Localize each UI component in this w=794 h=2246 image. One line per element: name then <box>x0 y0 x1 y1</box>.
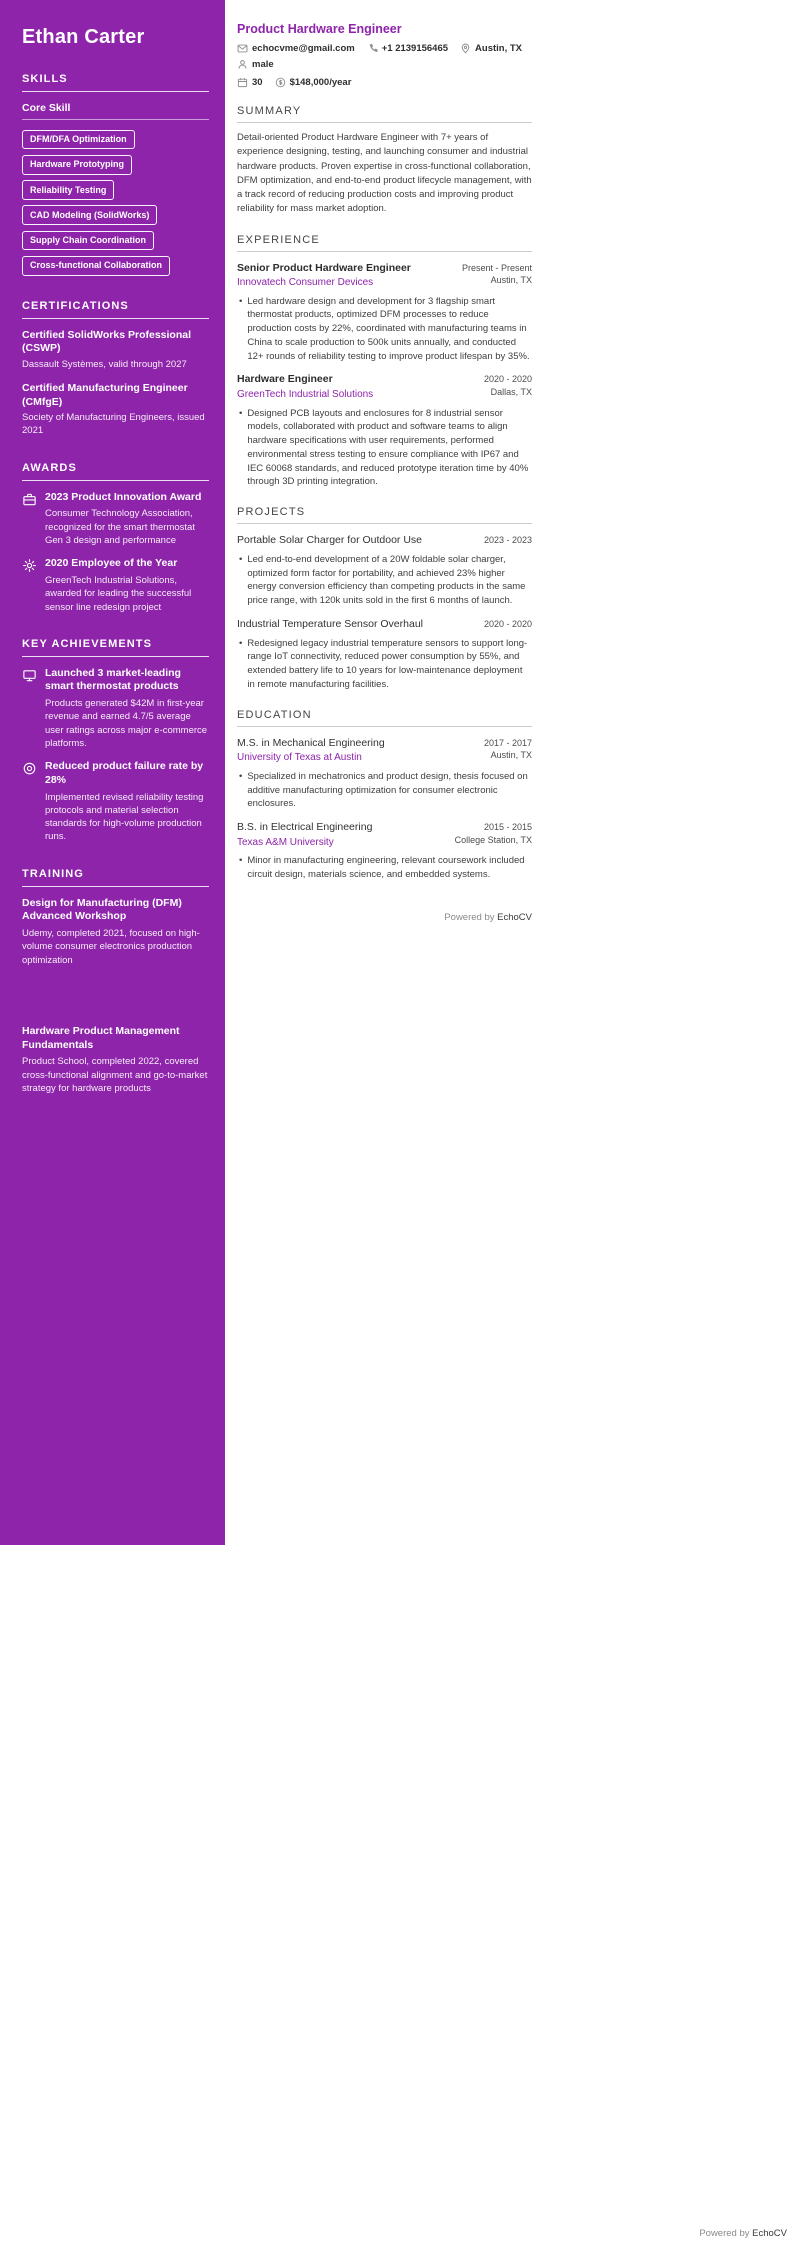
education-dates: 2017 - 2017 <box>483 737 532 748</box>
school-location: Austin, TX <box>490 750 532 761</box>
school-name: University of Texas at Austin <box>237 752 362 764</box>
award-title: 2023 Product Innovation Award <box>45 490 202 503</box>
job-bullet-text: • Designed PCB layouts and enclosures for 8 industrial sensor models, collaborated with product and software teams to align hardware specifications with user requirements, performed environmental stress testing to ensure compliance with IP67 and IEC 60068 standards, and reduced prototype iteration time by 40% through 3D printing integration. <box>247 407 529 488</box>
job-headline: Product Hardware Engineer <box>237 22 402 36</box>
contact-email-value: echocvme@gmail.com <box>252 43 355 54</box>
certification-title: Certified SolidWorks Professional (CSWP) <box>22 328 192 355</box>
skill-badge: DFM/DFA Optimization <box>22 130 135 150</box>
skill-badge-row <box>22 154 209 174</box>
job-bullet-text: • Led hardware design and development for 3 flagship smart thermostat products, optimized DFM processes to reduce production costs by 22%, coordinated with manufacturing teams in China to scale production to 500k units annually, and conducted 12+ rounds of reliability testing to improve product lifespan by 35%. <box>247 295 530 362</box>
training-description: Product School, completed 2022, covered cross-functional alignment and go-to-market strategy for hardware products <box>22 1056 208 1094</box>
email-icon <box>237 43 248 54</box>
education-section <box>237 709 532 882</box>
summary-section <box>237 105 532 217</box>
achievement-item <box>22 667 209 750</box>
project-bullet <box>237 637 532 692</box>
powered-by-label: Powered by <box>699 2228 750 2239</box>
summary-section-header: SUMMARY <box>237 105 532 123</box>
degree-title: B.S. in Electrical Engineering <box>237 821 373 834</box>
contact-phone <box>367 43 448 54</box>
certifications-section-header: CERTIFICATIONS <box>22 300 209 319</box>
skill-badge: CAD Modeling (SolidWorks) <box>22 205 157 225</box>
education-bullet <box>237 854 532 882</box>
job-location: Dallas, TX <box>490 387 532 398</box>
contact-phone-value: +1 2139156465 <box>381 43 449 54</box>
skills-group-label: Core Skill <box>22 102 209 120</box>
project-item <box>237 618 532 692</box>
skill-badge-row <box>22 129 209 149</box>
training-description: Udemy, completed 2021, focused on high-volume consumer electronics production optimization <box>22 928 200 966</box>
education-bullet-text: • Minor in manufacturing engineering, relevant coursework included circuit design, materials science, and embedded systems. <box>247 855 525 880</box>
school-name: Texas A&M University <box>237 836 334 848</box>
powered-by-footer <box>237 912 532 923</box>
contact-gender-value: male <box>252 59 274 70</box>
job-title: Senior Product Hardware Engineer <box>237 261 411 274</box>
gear-icon <box>22 557 37 614</box>
location-pin-icon <box>460 43 471 54</box>
project-title: Portable Solar Charger for Outdoor Use <box>237 534 423 547</box>
certification-title: Certified Manufacturing Engineer (CMfgE) <box>22 381 188 408</box>
presentation-icon <box>22 667 37 750</box>
sidebar <box>0 0 225 1545</box>
job-dates: Present - Present <box>461 262 532 273</box>
achievement-description: Products generated $42M in first-year revenue and earned 4.7/5 average user ratings across major e-commerce platforms. <box>45 698 208 750</box>
training-title: Design for Manufacturing (DFM) Advanced Workshop <box>22 896 182 923</box>
degree-title: M.S. in Mechanical Engineering <box>237 736 385 749</box>
job-title: Hardware Engineer <box>237 373 333 386</box>
entry-company-row <box>237 275 532 290</box>
skill-badge: Hardware Prototyping <box>22 155 132 175</box>
contact-age-value: 30 <box>252 77 263 88</box>
training-title: Hardware Product Management Fundamentals <box>22 1024 180 1051</box>
project-item <box>237 534 532 608</box>
training-item <box>22 1025 209 1095</box>
training-section-header: TRAINING <box>22 868 209 887</box>
skill-badge-row <box>22 205 209 225</box>
contact-age <box>237 77 263 88</box>
education-dates: 2015 - 2015 <box>483 822 532 833</box>
certification-item <box>22 329 209 372</box>
award-title: 2020 Employee of the Year <box>45 557 178 570</box>
entry-header-row <box>237 262 532 276</box>
skills-section-header: SKILLS <box>22 73 209 92</box>
skill-badge-row <box>22 255 209 275</box>
company-name: Innovatech Consumer Devices <box>237 277 374 289</box>
project-bullet <box>237 553 532 608</box>
project-title: Industrial Temperature Sensor Overhaul <box>237 617 423 630</box>
achievement-text <box>45 667 209 750</box>
echocv-brand-link[interactable]: EchoCV <box>497 911 532 923</box>
project-bullet-text: • Redesigned legacy industrial temperature sensors to support long-range IoT connectivity, reduced power consumption by 55%, and extended battery life to 10 years for low-maintenance deployment in remote manufacturing facilities. <box>247 637 528 690</box>
school-location: College Station, TX <box>454 834 532 845</box>
key-achievements-section-header: KEY ACHIEVEMENTS <box>22 638 209 657</box>
job-bullet <box>237 295 532 364</box>
experience-item <box>237 262 532 364</box>
contact-email <box>237 43 355 54</box>
entry-header-row <box>237 821 532 835</box>
award-description: Consumer Technology Association, recognized for the smart thermostat Gen 3 design and performance <box>45 508 195 547</box>
skill-badge-row <box>22 230 209 250</box>
main-content <box>237 22 532 923</box>
contact-salary-value: $148,000/year <box>289 77 352 88</box>
achievement-title: Launched 3 market-leading smart thermostat products <box>45 666 181 693</box>
page-break-gap <box>22 967 209 1015</box>
achievement-description: Implemented revised reliability testing protocols and material selection standards for high-volume production runs. <box>45 791 204 843</box>
certification-subtitle: Dassault Systèmes, valid through 2027 <box>22 359 187 371</box>
certification-subtitle: Society of Manufacturing Engineers, issued 2021 <box>22 412 205 436</box>
award-text <box>45 557 209 614</box>
project-dates: 2020 - 2020 <box>483 618 532 629</box>
entry-header-row <box>237 618 532 632</box>
experience-section-header: EXPERIENCE <box>237 234 532 252</box>
certification-item <box>22 382 209 438</box>
dollar-icon <box>275 77 286 88</box>
target-icon <box>22 760 37 843</box>
job-dates: 2020 - 2020 <box>483 374 532 385</box>
entry-header-row <box>237 373 532 387</box>
skill-badge-row <box>22 180 209 200</box>
candidate-name: Ethan Carter <box>22 26 145 48</box>
page-bottom-footer <box>699 2228 787 2239</box>
summary-text: Detail-oriented Product Hardware Engineer with 7+ years of experience designing, testing, and launching consumer and industrial hardware products. Proven expertise in cross-functional collaboration, DFM optimization, and end-to-end product lifecycle management, with a track record of reducing production costs and improving product reliability for mass market adoption. <box>237 132 532 215</box>
award-item <box>22 557 209 614</box>
experience-section <box>237 234 532 490</box>
contact-salary <box>275 77 352 88</box>
award-text <box>45 491 209 548</box>
skill-badge-list <box>22 129 209 276</box>
projects-section-header: PROJECTS <box>237 506 532 524</box>
entry-company-row <box>237 387 532 402</box>
awards-section-header: AWARDS <box>22 462 209 481</box>
education-bullet <box>237 770 532 811</box>
project-dates: 2023 - 2023 <box>483 535 532 546</box>
echocv-brand-link[interactable]: EchoCV <box>752 2228 787 2239</box>
education-section-header: EDUCATION <box>237 709 532 727</box>
contact-location <box>460 43 522 54</box>
achievement-text <box>45 760 209 843</box>
job-location: Austin, TX <box>490 275 532 286</box>
contact-row-1 <box>237 43 532 70</box>
entry-header-row <box>237 534 532 548</box>
education-item <box>237 737 532 811</box>
contact-row-2 <box>237 77 532 88</box>
contact-gender <box>237 59 274 70</box>
entry-company-row <box>237 750 532 765</box>
skill-badge: Supply Chain Coordination <box>22 231 154 251</box>
skill-badge: Reliability Testing <box>22 180 114 200</box>
phone-icon <box>367 43 378 54</box>
powered-by-label: Powered by <box>444 911 495 923</box>
achievement-item <box>22 760 209 843</box>
entry-company-row <box>237 835 532 850</box>
experience-item <box>237 373 532 489</box>
skill-badge: Cross-functional Collaboration <box>22 256 170 276</box>
projects-section <box>237 506 532 691</box>
entry-header-row <box>237 737 532 751</box>
calendar-icon <box>237 77 248 88</box>
project-bullet-text: • Led end-to-end development of a 20W foldable solar charger, optimized form factor for portability, and achieved 23% higher energy conversion efficiency than competing products in the same price range, with 120k units sold in the first 6 months of launch. <box>247 553 526 607</box>
award-item <box>22 491 209 548</box>
company-name: GreenTech Industrial Solutions <box>237 389 374 401</box>
person-icon <box>237 59 248 70</box>
contact-location-value: Austin, TX <box>475 43 523 54</box>
job-bullet <box>237 407 532 490</box>
achievement-title: Reduced product failure rate by 28% <box>45 760 204 786</box>
award-description: GreenTech Industrial Solutions, awarded for leading the successful sensor line redesign project <box>45 574 192 613</box>
briefcase-icon <box>22 491 37 548</box>
training-item <box>22 897 209 967</box>
education-bullet-text: • Specialized in mechatronics and product design, thesis focused on additive manufacturing optimization for consumer electronic enclosures. <box>247 770 528 810</box>
education-item <box>237 821 532 882</box>
